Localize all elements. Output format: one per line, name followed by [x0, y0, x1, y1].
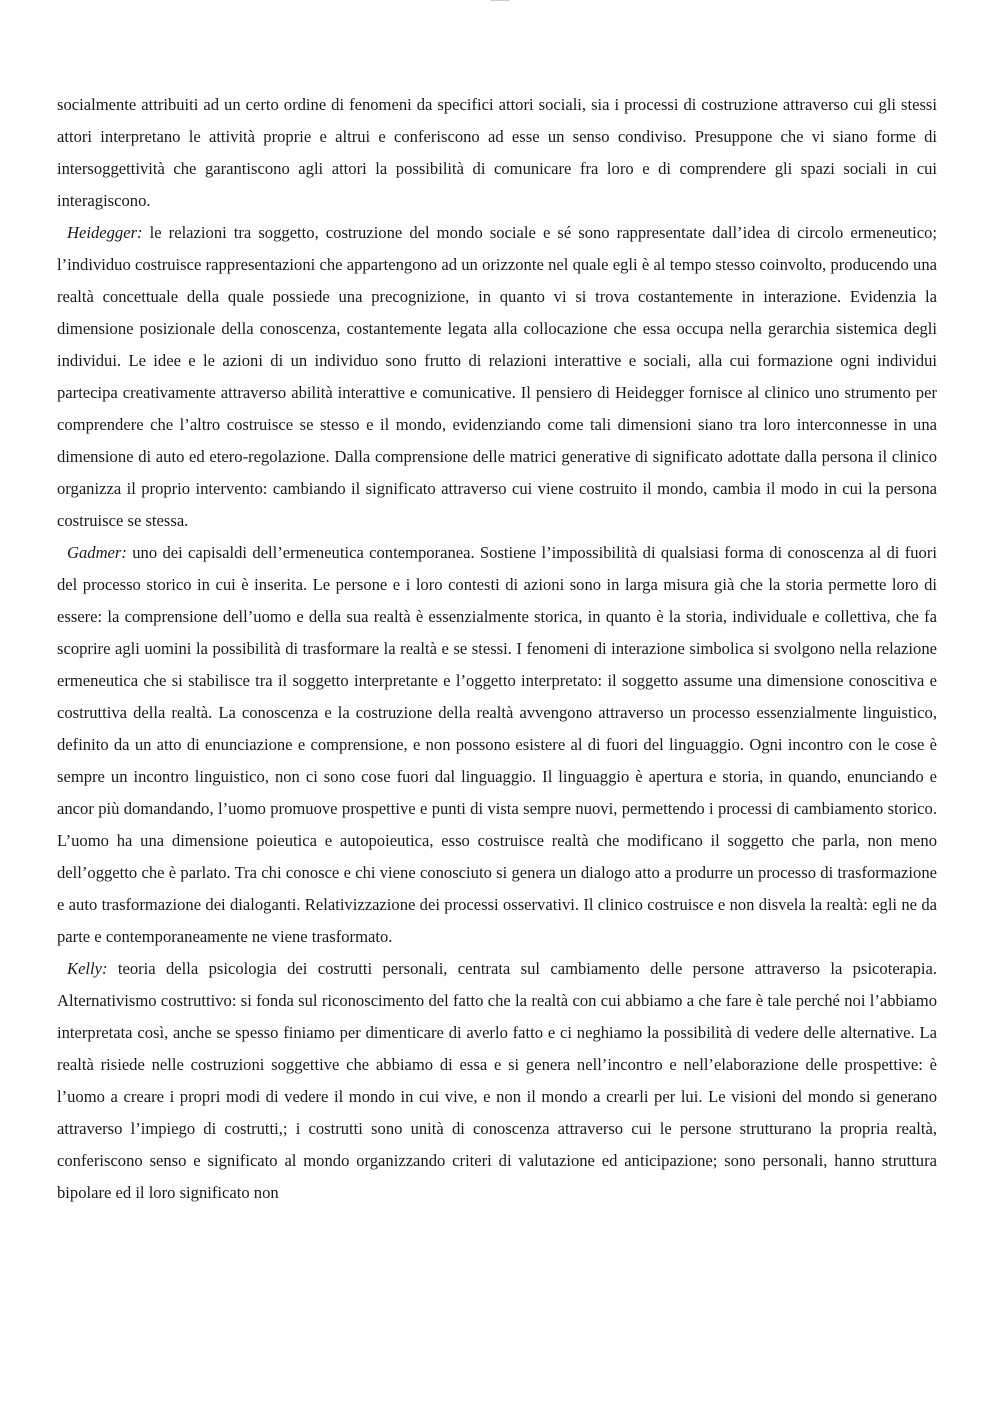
page-header-mark	[490, 0, 510, 3]
paragraph-gadmer	[57, 537, 937, 953]
paragraph-term: Heidegger:	[67, 223, 143, 242]
paragraph-kelly	[57, 953, 937, 1209]
paragraph-term: Gadmer:	[67, 543, 127, 562]
paragraph-text: le relazioni tra soggetto, costruzione del mondo sociale e sé sono rappresentate dall’idea di circolo ermeneutico; l’individuo costruisce rappresentazioni che appartengono ad un orizzonte nel quale egli è al tempo stesso coinvolto, producendo una realtà concettuale della quale possiede una precognizione, in quanto vi si trova costantemente in interazione. Evidenzia la dimensione posizionale della conoscenza, costantemente legata alla collocazione che essa occupa nella gerarchia sistemica degli individui. Le idee e le azioni di un individuo sono frutto di relazioni interattive e sociali, alla cui formazione ogni individui partecipa creativamente attraverso abilità interattive e comunicative. Il pensiero di Heidegger fornisce al clinico uno strumento per comprendere che l’altro costruisce se stesso e il mondo, evidenziando come tali dimensioni siano tra loro interconnesse in una dimensione di auto ed etero-regolazione. Dalla comprensione delle matrici generative di significato adottate dalla persona il clinico organizza il proprio intervento: cambiando il significato attraverso cui viene costruito il mondo, cambia il modo in cui la persona costruisce se stessa.	[57, 223, 937, 530]
page-body	[57, 89, 937, 1209]
paragraph-text: socialmente attribuiti ad un certo ordine di fenomeni da specifici attori sociali, sia i processi di costruzione attraverso cui gli stessi attori interpretano le attività proprie e altrui e conferiscono ad esse un senso condiviso. Presuppone che vi siano forme di intersoggettività che garantiscono agli attori la possibilità di comunicare fra loro e di comprendere gli spazi sociali in cui interagiscono.	[57, 95, 937, 210]
paragraph-heidegger	[57, 217, 937, 537]
paragraph-continuation	[57, 89, 937, 217]
paragraph-text: uno dei capisaldi dell’ermeneutica contemporanea. Sostiene l’impossibilità di qualsiasi forma di conoscenza al di fuori del processo storico in cui è inserita. Le persone e i loro contesti di azioni sono in larga misura già che la storia permette loro di essere: la comprensione dell’uomo e della sua realtà è essenzialmente storica, in quanto è la storia, individuale e collettiva, che fa scoprire agli uomini la possibilità di trasformare la realtà e se stessi. I fenomeni di interazione simbolica si svolgono nella relazione ermeneutica che si stabilisce tra il soggetto interpretante e l’oggetto interpretato: il soggetto assume una dimensione conoscitiva e costruttiva della realtà. La conoscenza e la costruzione della realtà avvengono attraverso un processo essenzialmente linguistico, definito da un atto di enunciazione e comprensione, e non possono esistere al di fuori del linguaggio. Ogni incontro con le cose è sempre un incontro linguistico, non ci sono cose fuori dal linguaggio. Il linguaggio è apertura e storia, in quando, enunciando e ancor più domandando, l’uomo promuove prospettive e punti di vista sempre nuovi, permettendo i processi di cambiamento storico. L’uomo ha una dimensione poieutica e autopoieutica, esso costruisce realtà che modificano il soggetto che parla, non meno dell’oggetto che è parlato. Tra chi conosce e chi viene conosciuto si genera un dialogo atto a produrre un processo di trasformazione e auto trasformazione dei dialoganti. Relativizzazione dei processi osservativi. Il clinico costruisce e non disvela la realtà: egli ne da parte e contemporaneamente ne viene trasformato.	[57, 543, 937, 946]
paragraph-term: Kelly:	[67, 959, 108, 978]
paragraph-text: teoria della psicologia dei costrutti personali, centrata sul cambiamento delle persone attraverso la psicoterapia. Alternativismo costruttivo: si fonda sul riconoscimento del fatto che la realtà con cui abbiamo a che fare è tale perché noi l’abbiamo interpretata così, anche se spesso finiamo per dimenticare di averlo fatto e ci neghiamo la possibilità di vedere delle alternative. La realtà risiede nelle costruzioni soggettive che abbiamo di essa e si genera nell’incontro e nell’elaborazione delle prospettive: è l’uomo a creare i propri modi di vedere il mondo in cui vive, e non il mondo a crearli per lui. Le visioni del mondo si generano attraverso l’impiego di costrutti,; i costrutti sono unità di conoscenza attraverso cui le persone strutturano la propria realtà, conferiscono senso e significato al mondo organizzando criteri di valutazione ed anticipazione; sono personali, hanno struttura bipolare ed il loro significato non	[57, 959, 937, 1202]
